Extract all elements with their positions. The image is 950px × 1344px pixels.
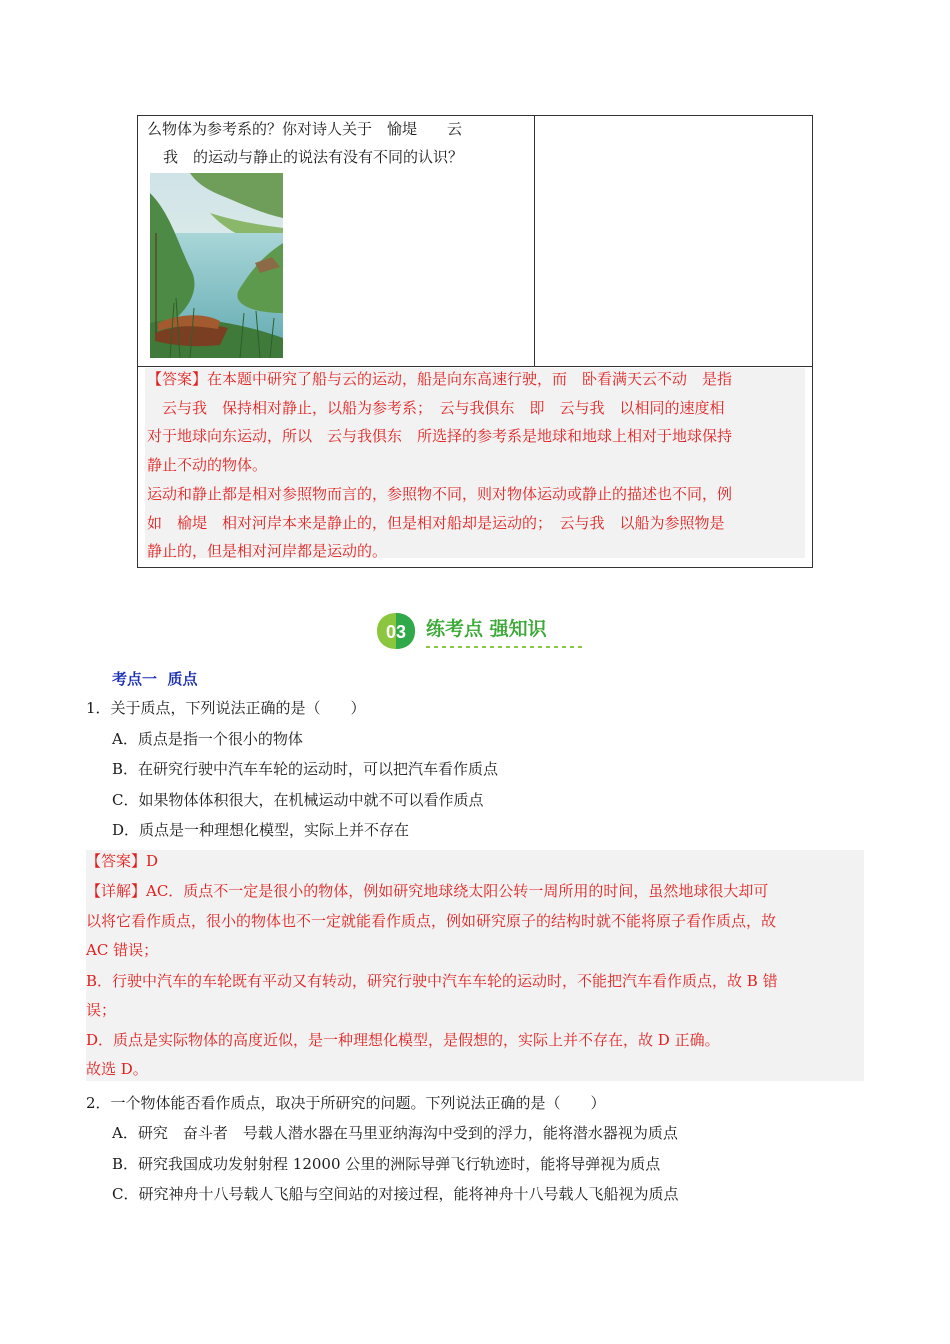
q1-answer-block <box>86 850 864 1081</box>
q1-answer-line: 【详解】AC．质点不一定是很小的物体，例如研究地球绕太阳公转一周所用的时间，虽然地球很大却可 <box>86 882 769 900</box>
section-number: 03 <box>385 622 407 642</box>
answer-line: 云与我 保持相对静止，以船为参考系； 云与我俱东 即 云与我 以相同的速度相 <box>147 399 725 417</box>
section-header <box>374 611 584 651</box>
answer-box <box>145 368 805 558</box>
answer-line: 【答案】在本题中研究了船与云的运动，船是向东高速行驶，而 卧看满天云不动 是指 <box>147 370 733 388</box>
q1-answer-line: D．质点是实际物体的高度近似，是一种理想化模型，是假想的，实际上并不存在，故 D 正确。 <box>86 1031 720 1049</box>
q2-option-b: B．研究我国成功发射射程 12000 公里的洲际导弹飞行轨迹时，能将导弹视为质点 <box>112 1155 661 1173</box>
answer-line: 运动和静止都是相对参照物而言的，参照物不同，则对物体运动或静止的描述也不同，例 <box>147 485 733 503</box>
section-title: 练考点 强知识 <box>426 618 547 640</box>
q1-option-a: A．质点是指一个很小的物体 <box>112 730 303 748</box>
q1-answer-line: B．行驶中汽车的车轮既有平动又有转动，研究行驶中汽车车轮的运动时，不能把汽车看作质点，故 B 错 <box>86 972 778 990</box>
river-boat-painting <box>150 173 283 358</box>
q1-answer-line: 故选 D。 <box>86 1060 148 1078</box>
q1-answer-line: 【答案】D <box>86 852 159 870</box>
topic-heading: 考点一 质点 <box>112 670 198 688</box>
answer-line: 对于地球向东运动，所以 云与我俱东 所选择的参考系是地球和地球上相对于地球保持 <box>147 427 733 445</box>
question-cell <box>138 116 535 366</box>
question-text-line-2: 我 的运动与静止的说法有没有不同的认识？ <box>163 148 464 166</box>
q2-stem: 2．一个物体能否看作质点，取决于所研究的问题。下列说法正确的是（ ） <box>86 1094 606 1112</box>
q1-answer-line: AC 错误； <box>86 941 159 959</box>
answer-line: 静止的，但是相对河岸都是运动的。 <box>147 542 388 560</box>
q1-answer-line: 误； <box>86 1001 117 1019</box>
q1-option-d: D．质点是一种理想化模型，实际上并不存在 <box>112 821 410 839</box>
answer-line: 静止不动的物体。 <box>147 456 268 474</box>
q2-option-c: C．研究神舟十八号载人飞船与空间站的对接过程，能将神舟十八号载人飞船视为质点 <box>112 1185 679 1203</box>
question-table <box>137 115 813 568</box>
answer-line: 如 榆堤 相对河岸本来是静止的，但是相对船却是运动的； 云与我 以船为参照物是 <box>147 514 725 532</box>
q1-option-c: C．如果物体体积很大，在机械运动中就不可以看作质点 <box>112 791 484 809</box>
q1-stem: 1．关于质点，下列说法正确的是（ ） <box>86 699 366 717</box>
q1-answer-line: 以将它看作质点，很小的物体也不一定就能看作质点，例如研究原子的结构时就不能将原子看作质点，故 <box>86 912 777 930</box>
row-divider <box>138 366 812 367</box>
q2-option-a: A．研究 奋斗者 号载人潜水器在马里亚纳海沟中受到的浮力，能将潜水器视为质点 <box>112 1124 678 1142</box>
question-text-line-1: 么物体为参考系的？你对诗人关于 愉堤 云 <box>147 120 463 138</box>
blank-cell <box>535 116 812 366</box>
q1-option-b: B．在研究行驶中汽车车轮的运动时，可以把汽车看作质点 <box>112 760 499 778</box>
